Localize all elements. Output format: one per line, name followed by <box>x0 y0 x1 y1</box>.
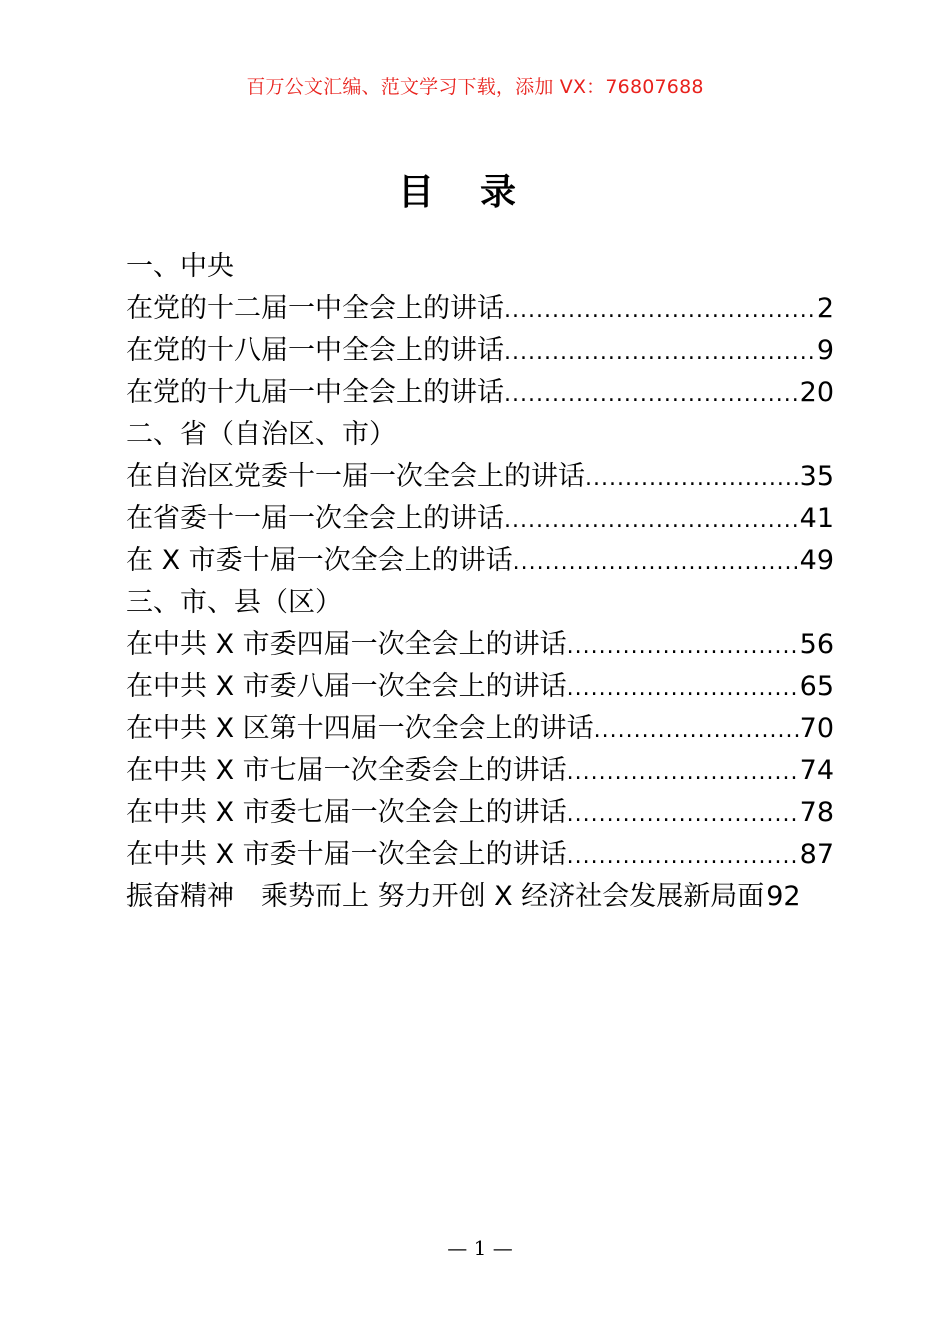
toc-entry-title: 在党的十九届一中全会上的讲话 <box>126 377 504 408</box>
toc-entry-title: 在 X 市委十届一次全会上的讲话 <box>126 545 513 576</box>
toc-entry-page: 56 <box>799 629 834 660</box>
dot-leader <box>504 500 800 542</box>
toc-entry[interactable] <box>126 498 834 540</box>
toc-entry[interactable] <box>126 876 856 918</box>
toc-entry-title: 在党的十二届一中全会上的讲话 <box>126 293 504 324</box>
dot-leader <box>504 332 817 374</box>
dot-leader <box>567 668 800 710</box>
dot-leader <box>567 626 800 668</box>
toc-entry-title: 在中共 X 市委七届一次全会上的讲话 <box>126 797 567 828</box>
section-heading: 三、市、县（区） <box>126 587 342 618</box>
dot-leader <box>585 458 800 500</box>
section-heading: 一、中央 <box>126 251 234 282</box>
dot-leader <box>567 836 800 878</box>
toc-entry-page: 92 <box>766 881 801 912</box>
dot-leader <box>513 542 800 584</box>
toc-entry-page: 9 <box>816 335 834 366</box>
toc-entry-title: 在中共 X 市委八届一次全会上的讲话 <box>126 671 567 702</box>
dot-leader <box>567 794 800 836</box>
toc-entry-title: 振奋精神 乘势而上 努力开创 X 经济社会发展新局面 <box>126 881 765 912</box>
toc-entry[interactable] <box>126 372 834 414</box>
toc-entry-title: 在中共 X 市委十届一次全会上的讲话 <box>126 839 567 870</box>
toc-entry-title: 在自治区党委十一届一次全会上的讲话 <box>126 461 585 492</box>
dot-leader <box>594 710 800 752</box>
toc-entry[interactable] <box>126 666 834 708</box>
toc-entry[interactable] <box>126 834 834 876</box>
dot-leader <box>504 290 817 332</box>
section-heading: 二、省（自治区、市） <box>126 419 396 450</box>
dot-leader <box>504 374 800 416</box>
toc-entry-title: 在省委十一届一次全会上的讲话 <box>126 503 504 534</box>
toc-entry[interactable] <box>126 708 834 750</box>
toc-entry-page: 20 <box>799 377 834 408</box>
toc-entry[interactable] <box>126 792 834 834</box>
toc-entry[interactable] <box>126 540 834 582</box>
toc-entry-page: 70 <box>799 713 834 744</box>
table-of-contents <box>126 246 834 918</box>
toc-entry[interactable] <box>126 750 834 792</box>
toc-entry-title: 在党的十八届一中全会上的讲话 <box>126 335 504 366</box>
toc-entry-page: 74 <box>799 755 834 786</box>
toc-entry-page: 78 <box>799 797 834 828</box>
toc-entry-page: 49 <box>799 545 834 576</box>
toc-entry-title: 在中共 X 市七届一次全委会上的讲话 <box>126 755 567 786</box>
header-note: 百万公文汇编、范文学习下载，添加 VX：76807688 <box>246 76 704 98</box>
toc-entry-page: 65 <box>799 671 834 702</box>
toc-entry-title: 在中共 X 区第十四届一次全会上的讲话 <box>126 713 594 744</box>
toc-entry[interactable] <box>126 456 834 498</box>
toc-entry[interactable] <box>126 330 834 372</box>
toc-entry[interactable] <box>126 624 834 666</box>
page-number: — 1 — <box>447 1236 513 1260</box>
toc-entry-page: 2 <box>816 293 834 324</box>
page-title: 目录 <box>397 171 562 213</box>
toc-entry[interactable] <box>126 288 834 330</box>
toc-entry-page: 87 <box>799 839 834 870</box>
toc-entry-page: 35 <box>799 461 834 492</box>
dot-leader <box>567 752 800 794</box>
toc-entry-title: 在中共 X 市委四届一次全会上的讲话 <box>126 629 567 660</box>
toc-entry-page: 41 <box>799 503 834 534</box>
